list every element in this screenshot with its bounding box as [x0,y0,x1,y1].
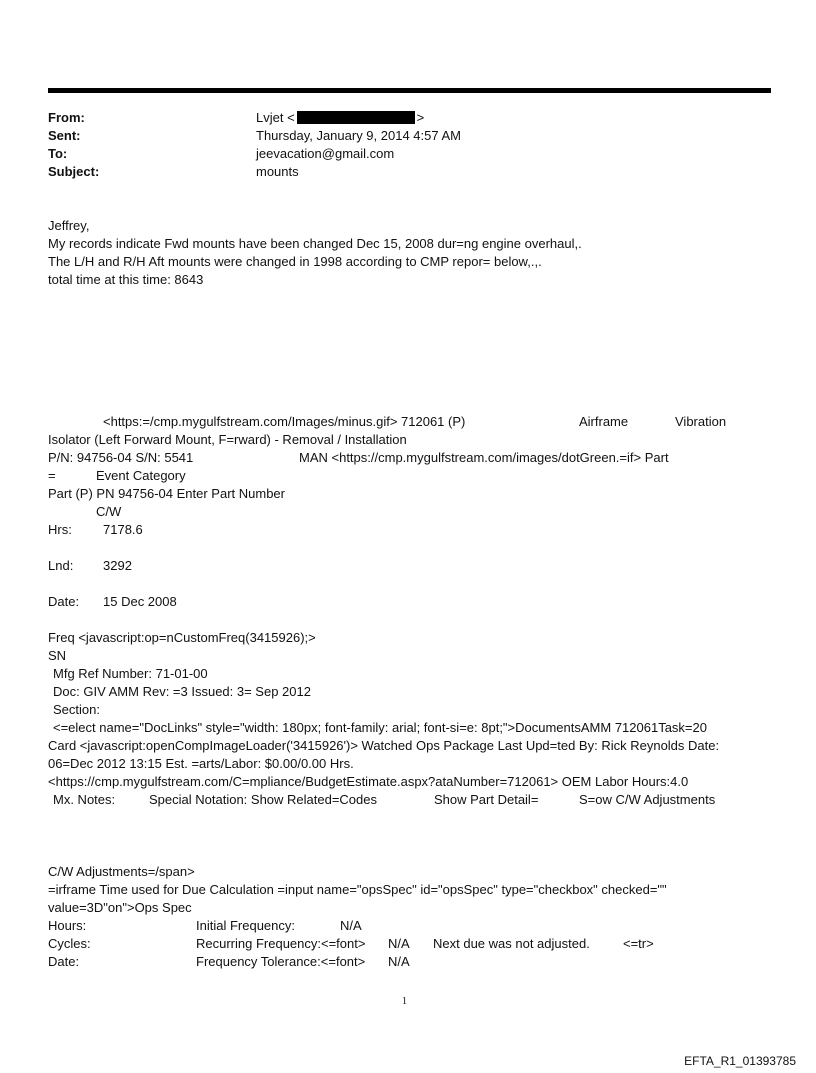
subject-value: mounts [256,164,299,179]
report-cell: Hours: [48,918,87,933]
report-label: Hrs: [48,522,72,537]
from-name: Lvjet < [256,110,295,125]
sent-label: Sent: [48,128,81,143]
from-value [256,110,424,126]
body-line: My records indicate Fwd mounts have been changed Dec 15, 2008 dur=ng engine overhaul,. [48,236,582,251]
report-cell: Initial Frequency: [196,918,295,933]
report-line: <=elect name="DocLinks" style="width: 180px; font-family: arial; font-si=e: 8pt;">DocumentsAMM 712061Task=20 [53,720,707,735]
report-cell: Date: [48,954,80,969]
report-line: Section: [53,702,100,717]
report-line: C/W [96,504,122,519]
report-line: SN [48,648,67,663]
report-cell: Next due was not adjusted. [433,936,590,951]
report-cell: S=ow C/W Adjustments [579,792,716,807]
report-line: <https:=/cmp.mygulfstream.com/Images/minus.gif> 712061 (P) [103,414,466,429]
report-cell: Recurring Frequency:<=font> [196,936,366,951]
document-id: EFTA_R1_01393785 [684,1054,796,1068]
body-line: The L/H and R/H Aft mounts were changed in 1998 according to CMP repor= below,.,. [48,254,542,269]
report-line: P/N: 94756-04 S/N: 5541 [48,450,194,465]
report-line: value=3D"on">Ops Spec [48,900,192,915]
report-line: Doc: GIV AMM Rev: =3 Issued: 3= Sep 2012 [53,684,311,699]
report-cell: Cycles: [48,936,91,951]
report-line: MAN <https://cmp.mygulfstream.com/images/dotGreen.=if> Part [299,450,669,465]
report-line: Part (P) PN 94756-04 Enter Part Number [48,486,285,501]
to-value: jeevacation@gmail.com [256,146,395,161]
subject-label: Subject: [48,164,100,179]
report-line: C/W Adjustments=/span> [48,864,195,879]
report-line: =irframe Time used for Due Calculation =input name="opsSpec" id="opsSpec" type="checkbox" checked="" [48,882,667,897]
report-cell: N/A [388,954,410,969]
report-cell: Airframe [579,414,629,429]
report-cell: <=tr> [623,936,654,951]
report-line: = [48,468,56,483]
report-line: Freq <javascript:op=nCustomFreq(3415926);> [48,630,316,645]
header-rule [48,88,771,93]
report-cell: N/A [388,936,410,951]
redaction-box [297,111,415,124]
report-label: Date: [48,594,80,609]
report-cell: Vibration [675,414,727,429]
from-label: From: [48,110,85,125]
report-label: Lnd: [48,558,74,573]
report-line: <https://cmp.mygulfstream.com/C=mpliance/BudgetEstimate.aspx?ataNumber=712061> OEM Labor Hours:4.0 [48,774,689,789]
page-number: 1 [402,996,407,1007]
body-line: total time at this time: 8643 [48,272,204,287]
report-cell: Frequency Tolerance:<=font> [196,954,366,969]
report-line: 06=Dec 2012 13:15 Est. =arts/Labor: $0.00/0.00 Hrs. [48,756,354,771]
to-label: To: [48,146,68,161]
report-value: 15 Dec 2008 [103,594,177,609]
report-cell: Special Notation: Show Related=Codes [149,792,378,807]
report-cell: N/A [340,918,362,933]
report-cell: Show Part Detail= [434,792,539,807]
report-line: Card <javascript:openCompImageLoader('3415926')> Watched Ops Package Last Upd=ted By: Rick Reynolds Date: [48,738,720,753]
report-value: 3292 [103,558,132,573]
report-line: Event Category [96,468,186,483]
report-cell: Mx. Notes: [53,792,116,807]
from-end: > [416,110,425,125]
report-value: 7178.6 [103,522,143,537]
report-line: Isolator (Left Forward Mount, F=rward) - Removal / Installation [48,432,407,447]
greeting: Jeffrey, [48,218,90,233]
report-line: Mfg Ref Number: 71-01-00 [53,666,208,681]
sent-value: Thursday, January 9, 2014 4:57 AM [256,128,461,143]
